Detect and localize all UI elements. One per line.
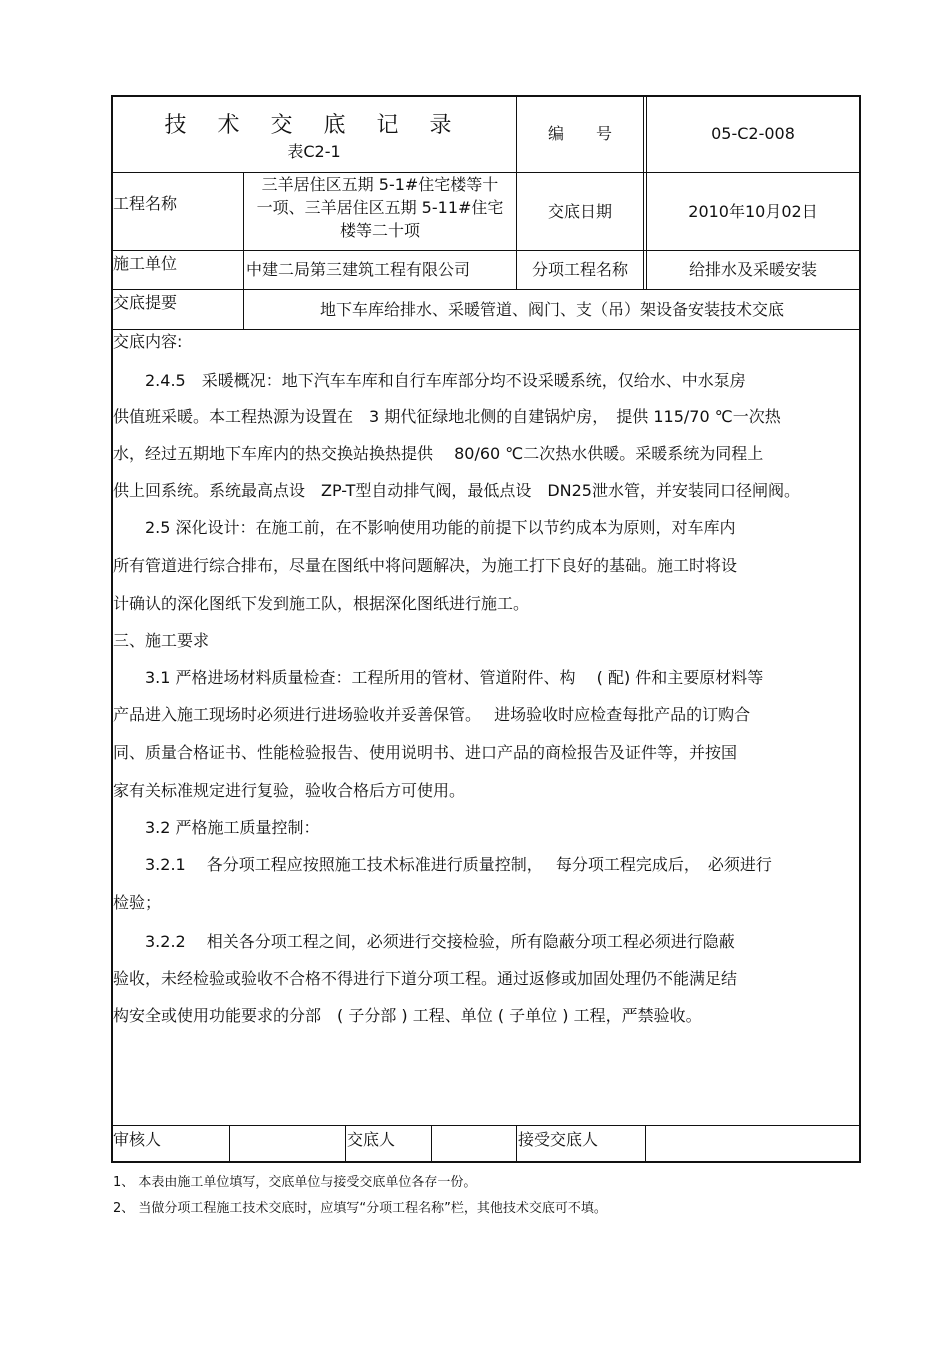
- content-label: 交底内容:: [113, 332, 183, 351]
- sub-project-label: 分项工程名称: [531, 260, 628, 279]
- project-name-line: 三羊居住区五期 5-1#住宅楼等十: [261, 175, 499, 194]
- content-line: 检验；: [113, 893, 162, 912]
- form-number: 表C2-1: [287, 142, 341, 161]
- content-line: 2.5 深化设计：在施工前，在不影响使用功能的前提下以节约成本为原则，对车库内: [113, 518, 736, 537]
- content-line: 3.2.1 各分项工程应按照施工技术标准进行质量控制， 每分项工程完成后， 必须进行: [113, 855, 772, 874]
- project-name-line: 楼等二十项: [339, 221, 420, 240]
- construction-unit-value: 中建二局第三建筑工程有限公司: [246, 260, 471, 279]
- sub-project-value: 给排水及采暖安装: [688, 260, 817, 279]
- column-divider: [345, 1125, 346, 1163]
- content-line: 验收，未经检验或验收不合格不得进行下道分项工程。通过返修或加固处理仍不能满足结: [113, 969, 738, 988]
- content-line: 3.2.2 相关各分项工程之间，必须进行交接检验，所有隐蔽分项工程必须进行隐蔽: [113, 932, 735, 951]
- reviewer-signature-field[interactable]: [230, 1126, 345, 1163]
- date-label: 交底日期: [547, 201, 612, 221]
- row-divider: [111, 329, 861, 330]
- reviewer-label: 审核人: [113, 1130, 162, 1149]
- footnote: 2、 当做分项工程施工技术交底时，应填写“分项工程名称”栏，其他技术交底可不填。: [113, 1201, 607, 1216]
- content-line: 构安全或使用功能要求的分部 ( 子分部 ) 工程、单位 ( 子单位 ) 工程，严禁验收。: [113, 1006, 702, 1025]
- section-heading: 三、施工要求: [113, 631, 210, 650]
- content-line: 供值班采暖。本工程热源为设置在 3 期代征绿地北侧的自建锅炉房， 提供 115/70 ℃一次热: [113, 407, 781, 426]
- summary-value: 地下车库给排水、采暖管道、阀门、支（吊）架设备安装技术交底: [319, 299, 784, 319]
- content-line: 3.2 严格施工质量控制：: [113, 818, 320, 837]
- content-line: 产品进入施工现场时必须进行进场验收并妥善保管。 进场验收时应检查每批产品的订购合: [113, 705, 751, 724]
- content-line: 计确认的深化图纸下发到施工队，根据深化图纸进行施工。: [113, 594, 530, 613]
- summary-label: 交底提要: [113, 293, 178, 312]
- content-line: 2.4.5 采暖概况：地下汽车车库和自行车库部分均不设采暖系统，仅给水、中水泵房: [113, 371, 746, 390]
- project-name-label: 工程名称: [113, 194, 178, 213]
- content-line: 水，经过五期地下车库内的热交换站换热提供 80/60 ℃二次热水供暖。采暖系统为同程上: [113, 444, 764, 463]
- number-label: 编 号: [547, 124, 612, 143]
- content-line: 家有关标准规定进行复验，验收合格后方可使用。: [113, 781, 466, 800]
- footnote: 1、 本表由施工单位填写，交底单位与接受交底单位各存一份。: [113, 1175, 477, 1190]
- content-line: 同、质量合格证书、性能检验报告、使用说明书、进口产品的商检报告及证件等，并按国: [113, 743, 738, 762]
- column-divider: [516, 1125, 517, 1163]
- receiver-label: 接受交底人: [518, 1130, 599, 1149]
- number-value: 05-C2-008: [711, 124, 795, 143]
- content-line: 所有管道进行综合排布，尽量在图纸中将问题解决，为施工打下良好的基础。施工时将设: [113, 556, 738, 575]
- project-name-line: 一项、三羊居住区五期 5-11#住宅: [256, 198, 504, 217]
- page-title: 技 术 交 底 记 录: [164, 113, 464, 138]
- content-line: 供上回系统。系统最高点设 ZP-T型自动排气阀，最低点设 DN25泄水管，并安装同口径闸阀。: [113, 481, 800, 500]
- construction-unit-label: 施工单位: [113, 254, 178, 273]
- presenter-signature-field[interactable]: [432, 1126, 516, 1163]
- date-value: 2010年10月02日: [688, 201, 818, 221]
- project-name-value: [244, 173, 516, 250]
- receiver-signature-field[interactable]: [646, 1126, 860, 1163]
- presenter-label: 交底人: [347, 1130, 396, 1149]
- content-line: 3.1 严格进场材料质量检查：工程所用的管材、管道附件、构 ( 配) 件和主要原材料等: [113, 668, 764, 687]
